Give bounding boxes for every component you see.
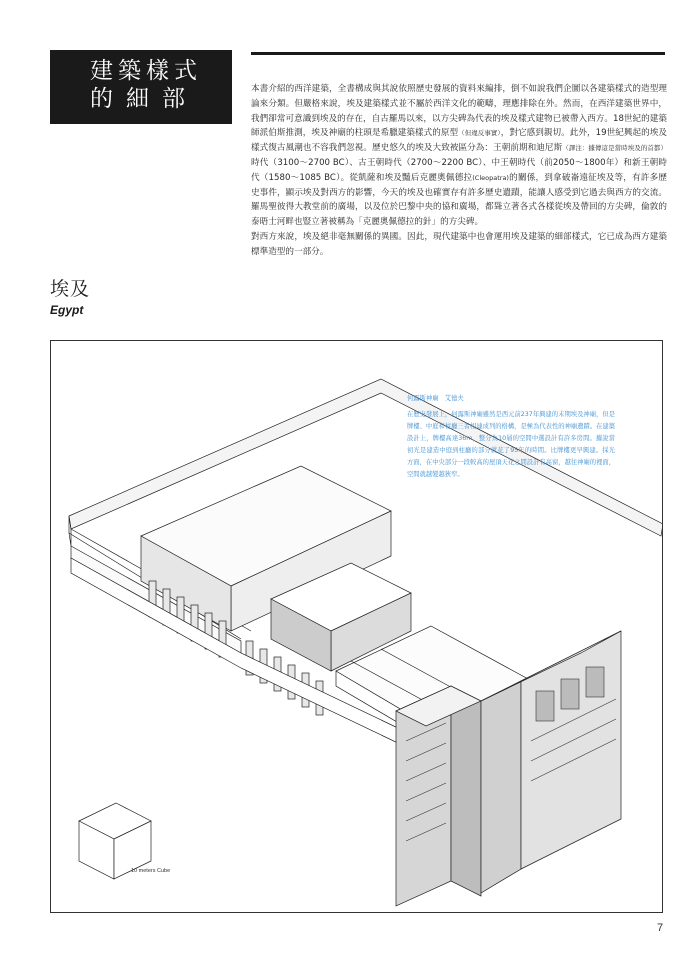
chapter-title-box: [50, 50, 232, 124]
caption-body: 在歷史發展上，何露斯神廟雖然是西元前237年興建的末期埃及神廟，但是牌樓、中庭和柱廳三者相連成列的格構，是極為代表性的神廟遺蹟。在建築設計上，牌樓高達36m，整分為10層的空間中選設計有許多房間。據說當初光是建造中庭到柱廳的部分就花了95年的時間。比牌樓更早興建。採光方面，在中央部分一段較高的屋頂天花之間設計有高窗，越往神廟的裡面，空間就越變越狹窄。: [407, 411, 615, 478]
intro-paragraph-1: [251, 82, 667, 230]
temple-figure: [50, 340, 663, 913]
intro-text-b: ，對它感到親切。此外，19世紀興起的埃及樣式復古風潮也不容我們忽視。歷史悠久的埃及大致被區分為：王朝前期和迪尼斯: [251, 128, 667, 154]
chapter-title-line2: 的細部: [90, 86, 198, 112]
figure-caption: [407, 393, 615, 481]
top-rule: [251, 52, 665, 55]
intro-note-1: （但違反事實）: [458, 129, 501, 138]
intro-note-2: （譯注：據傳這是當時埃及的首都）: [562, 144, 667, 153]
intro-text-d: 的關係，到拿破崙遠征埃及等，有許多歷史事件，顯示埃及對西方的影響，今天的埃及也確實存有許多歷史遺蹟，能讓人感受到它過去與西方的交流。羅馬聖彼得大教堂前的廣場，以及位於巴黎中央的協和廣場，都聳立著各式各樣從埃及帶回的方尖碑，倫敦的泰晤士河畔也豎立著被稱為「克麗奧佩德拉的針」的方尖碑。: [251, 172, 667, 228]
intro-note-3: (Cleopatra): [472, 173, 509, 182]
intro-paragraph-2: 對西方來說，埃及絕非毫無關係的異國。因此，現代建築中也會運用埃及建築的細部樣式，它已成為西方建築標準造型的一部分。: [251, 231, 667, 257]
chapter-title-line1: 建築樣式: [90, 58, 202, 84]
intro-text-a: 本書介紹的西洋建築，全書構成與其說依照歷史發展的資料來編排，倒不如說我們企圖以各建築樣式的造型理論來分類。但嚴格來說，埃及建築樣式並不屬於西洋文化的範疇，理應排除在外。然而，在西洋建築世界中，我們卻常可意識到埃及的存在，自古羅馬以來，以方尖碑為代表的埃及樣式建物已被帶入西方。18世紀的建築師派伯斯推測，埃及神廟的柱頭是希臘建築樣式的原型: [251, 84, 667, 139]
intro-text: [251, 82, 667, 260]
section-title-en: Egypt: [50, 303, 84, 317]
cube-scale-label: 10 meters Cube: [131, 868, 171, 874]
caption-title: 何露斯神廟 艾德夫: [407, 395, 464, 402]
intro-text-c: 時代（3100～2700 BC）、古王朝時代（2700～2200 BC）、中王朝時代（前2050～1800年）和新王朝時代（1580～1085 BC）。從凱薩和埃及豔后克麗奧佩德拉: [251, 157, 667, 183]
section-title-zh: 埃及: [50, 278, 91, 300]
page-number: 7: [657, 922, 664, 934]
